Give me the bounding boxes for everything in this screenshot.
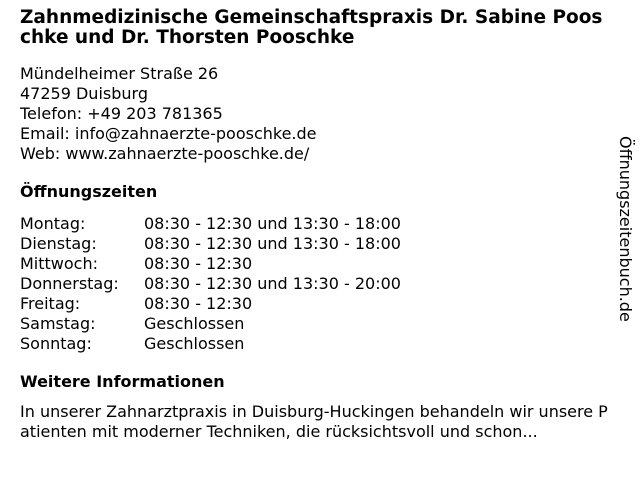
- hours-day: Freitag:: [20, 294, 81, 313]
- hours-row-wednesday: [20, 254, 610, 274]
- hours-row-thursday: [20, 274, 610, 294]
- street-address: Mündelheimer Straße 26: [20, 64, 219, 83]
- further-info-text: In unserer Zahnarztpraxis in Duisburg-Huckingen behandeln wir unsere Patienten mit moderner Techniken, die rücksichtsvoll und schon...: [20, 402, 608, 441]
- hours-time: 08:30 - 12:30: [144, 254, 253, 273]
- watermark-label: Öffnungszeitenbuch.de: [616, 136, 635, 322]
- hours-time: 08:30 - 12:30 und 13:30 - 20:00: [144, 274, 401, 293]
- hours-time: 08:30 - 12:30 und 13:30 - 18:00: [144, 234, 401, 253]
- hours-day: Sonntag:: [20, 334, 92, 353]
- hours-time: 08:30 - 12:30: [144, 294, 253, 313]
- hours-row-saturday: [20, 314, 610, 334]
- hours-row-friday: [20, 294, 610, 314]
- hours-row-sunday: [20, 334, 610, 354]
- hours-day: Dienstag:: [20, 234, 97, 253]
- website-address: Web: www.zahnaerzte-pooschke.de/: [20, 144, 310, 163]
- phone-number: Telefon: +49 203 781365: [20, 104, 223, 123]
- opening-hours-table: [20, 214, 610, 354]
- further-info-heading: Weitere Informationen: [20, 372, 225, 391]
- hours-time: Geschlossen: [144, 314, 245, 333]
- hours-row-monday: [20, 214, 610, 234]
- city-address: 47259 Duisburg: [20, 84, 148, 103]
- hours-time: Geschlossen: [144, 334, 245, 353]
- hours-time: 08:30 - 12:30 und 13:30 - 18:00: [144, 214, 401, 233]
- hours-day: Mittwoch:: [20, 254, 98, 273]
- hours-day: Montag:: [20, 214, 86, 233]
- hours-day: Samstag:: [20, 314, 96, 333]
- hours-row-tuesday: [20, 234, 610, 254]
- hours-day: Donnerstag:: [20, 274, 119, 293]
- opening-hours-heading: Öffnungszeiten: [20, 182, 158, 201]
- practice-card: [20, 8, 610, 442]
- page-title: Zahnmedizinische Gemeinschaftspraxis Dr. Sabine Pooschke und Dr. Thorsten Pooschke: [20, 7, 603, 48]
- address-block: [20, 64, 610, 164]
- email-address: Email: info@zahnaerzte-pooschke.de: [20, 124, 317, 143]
